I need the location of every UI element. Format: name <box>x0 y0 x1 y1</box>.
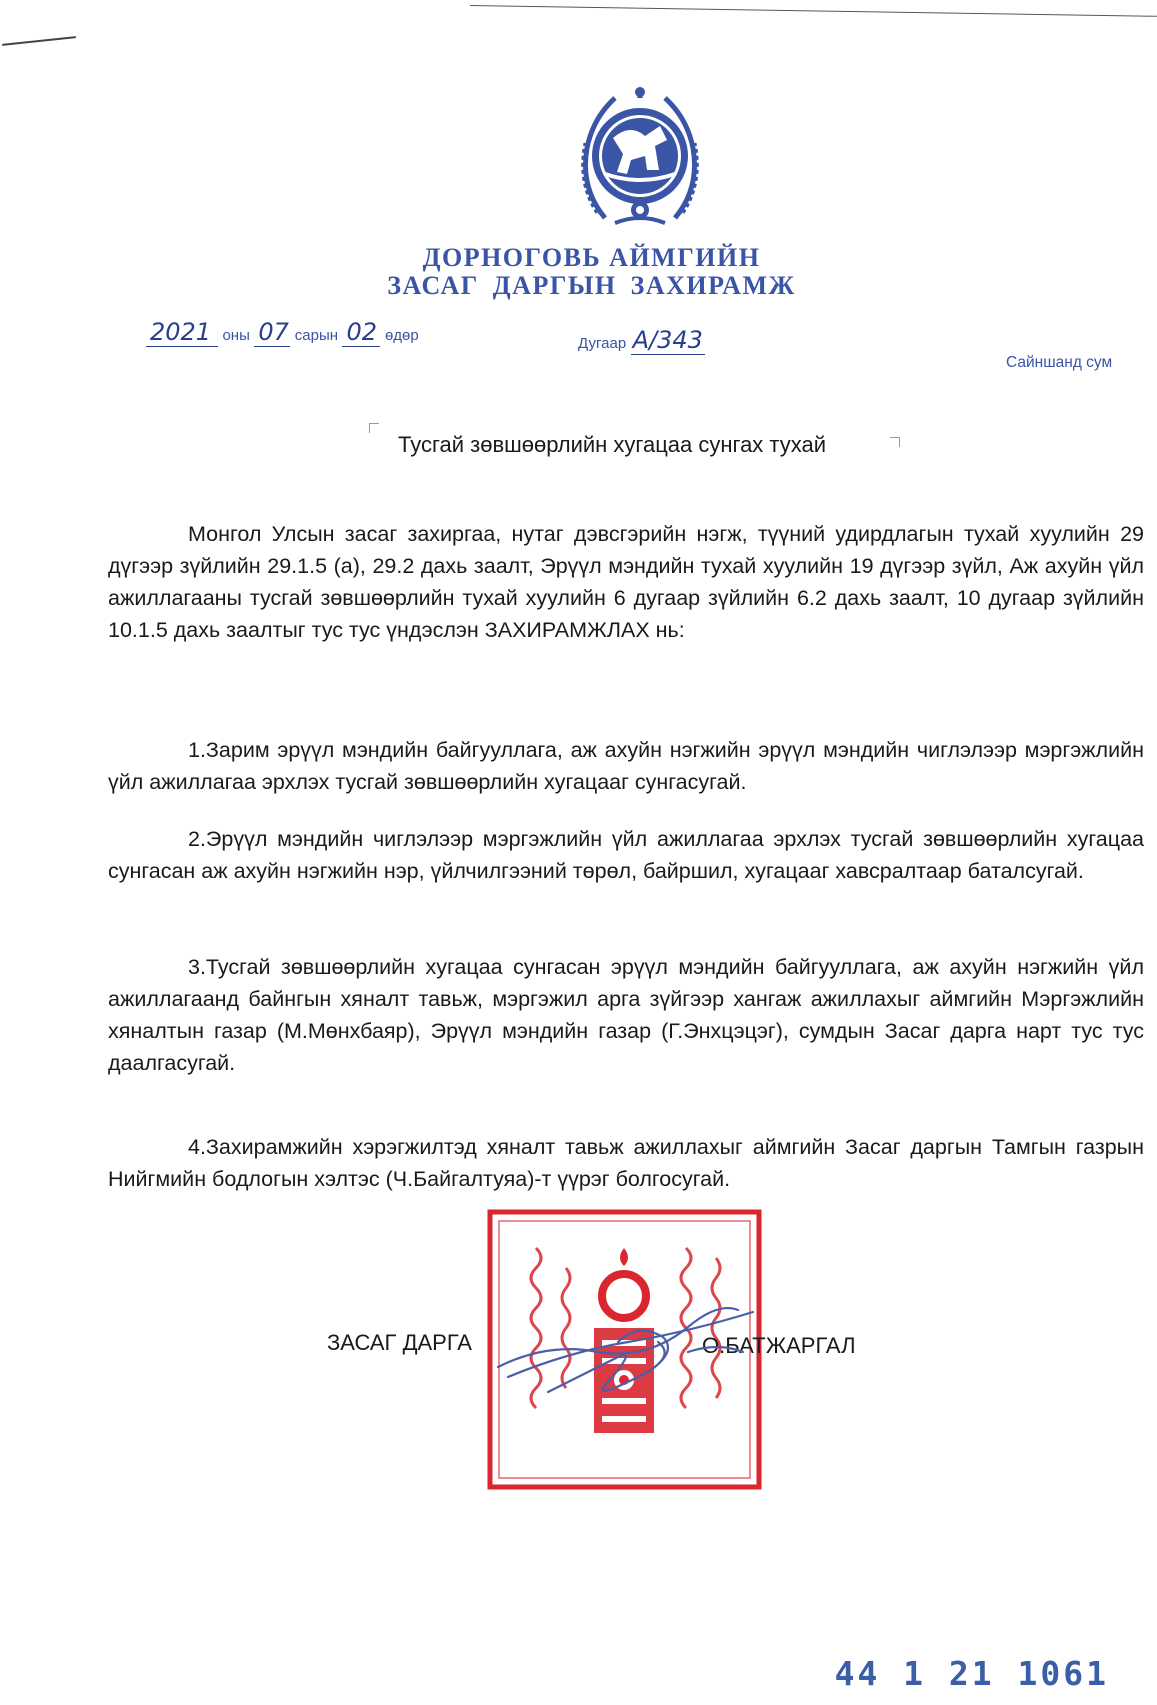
date-month-suffix: сарын <box>294 327 339 344</box>
order-item-4: 4.Захирамжийн хэрэгжилтэд хяналт тавьж ажиллахыг аймгийн Засаг даргын Тамгын газрын Нийгмийн бодлогын хэлтэс (Ч.Байгалтуяа)-т үүрэг болгосугай. <box>108 1135 1144 1191</box>
date-month: 07 <box>254 318 290 347</box>
preamble: Монгол Улсын засаг захиргаа, нутаг дэвсгэрийн нэгж, түүний удирдлагын тухай хуулийн 29 дүгээр зүйлийн 29.1.5 (а), 29.2 дахь заалт, Эрүүл мэндийн тухай хуулийн 19 дүгээр зүйл, Аж ахуйн үйл ажиллагааны тусгай зөвшөөрлийн тухай хуулийн 6 дугаар зүйлийн 6.2 дахь заалт, 10 дугаар зүйлийн 10.1.5 дахь заалтыг тус тус үндэслэн ЗАХИРАМЖЛАХ нь: <box>108 522 1144 642</box>
document-number <box>578 326 705 355</box>
order-item-3: 3.Тусгай зөвшөөрлийн хугацаа сунгасан эрүүл мэндийн байгууллага, аж ахуйн нэгжийн үйл ажиллагаанд байнгын хяналт тавьж, мэргэжил арга зүйгээр хангаж ажиллахыг аймгийн Мэргэжлийн хяналтын газар (М.Мөнхбаяр), Эрүүл мэндийн газар (Г.Энхцэцэг), сумдын Засаг дарга нарт тус тус даалгасугай. <box>108 955 1144 1075</box>
signature-name: О.БАТЖАРГАЛ <box>702 1333 856 1358</box>
signature-position: ЗАСАГ ДАРГА <box>327 1330 472 1355</box>
number-label: Дугаар <box>578 335 627 352</box>
date-year: 2021 <box>146 318 218 347</box>
date-line <box>146 318 419 347</box>
order-item-1: 1.Зарим эрүүл мэндийн байгууллага, аж ахуйн нэгжийн эрүүл мэндийн чиглэлээр мэргэжлийн үйл ажиллагаа эрхлэх тусгай зөвшөөрлийн хугацааг сунгасугай. <box>108 738 1144 794</box>
heading-authority: ДОРНОГОВЬ АЙМГИЙН <box>422 243 761 272</box>
scan-mark-top <box>470 5 1157 17</box>
title-bracket-right <box>890 437 900 447</box>
order-item-2: 2.Эрүүл мэндийн чиглэлээр мэргэжлийн үйл ажиллагаа эрхлэх тусгай зөвшөөрлийн хугацаа сунгасан аж ахуйн нэгжийн нэр, үйлчилгээний төрөл, байршил, хугацааг хавсралтаар баталсугай. <box>108 827 1144 883</box>
place-name: Сайншанд сум <box>1006 354 1113 371</box>
title-bracket-left <box>369 423 379 433</box>
document-title: Тусгай зөвшөөрлийн хугацаа сунгах тухай <box>398 432 827 457</box>
date-day-suffix: өдөр <box>384 327 419 344</box>
serial-number: 44 1 21 1061 <box>834 1654 1109 1693</box>
number-value: А/343 <box>632 326 703 354</box>
date-day: 02 <box>342 318 380 347</box>
heading-document-type: ЗАСАГ ДАРГЫН ЗАХИРАМЖ <box>387 271 796 300</box>
scan-mark-left <box>2 36 76 46</box>
handwritten-signature <box>488 1282 768 1412</box>
state-emblem <box>575 78 705 228</box>
date-year-suffix: оны <box>222 327 250 344</box>
